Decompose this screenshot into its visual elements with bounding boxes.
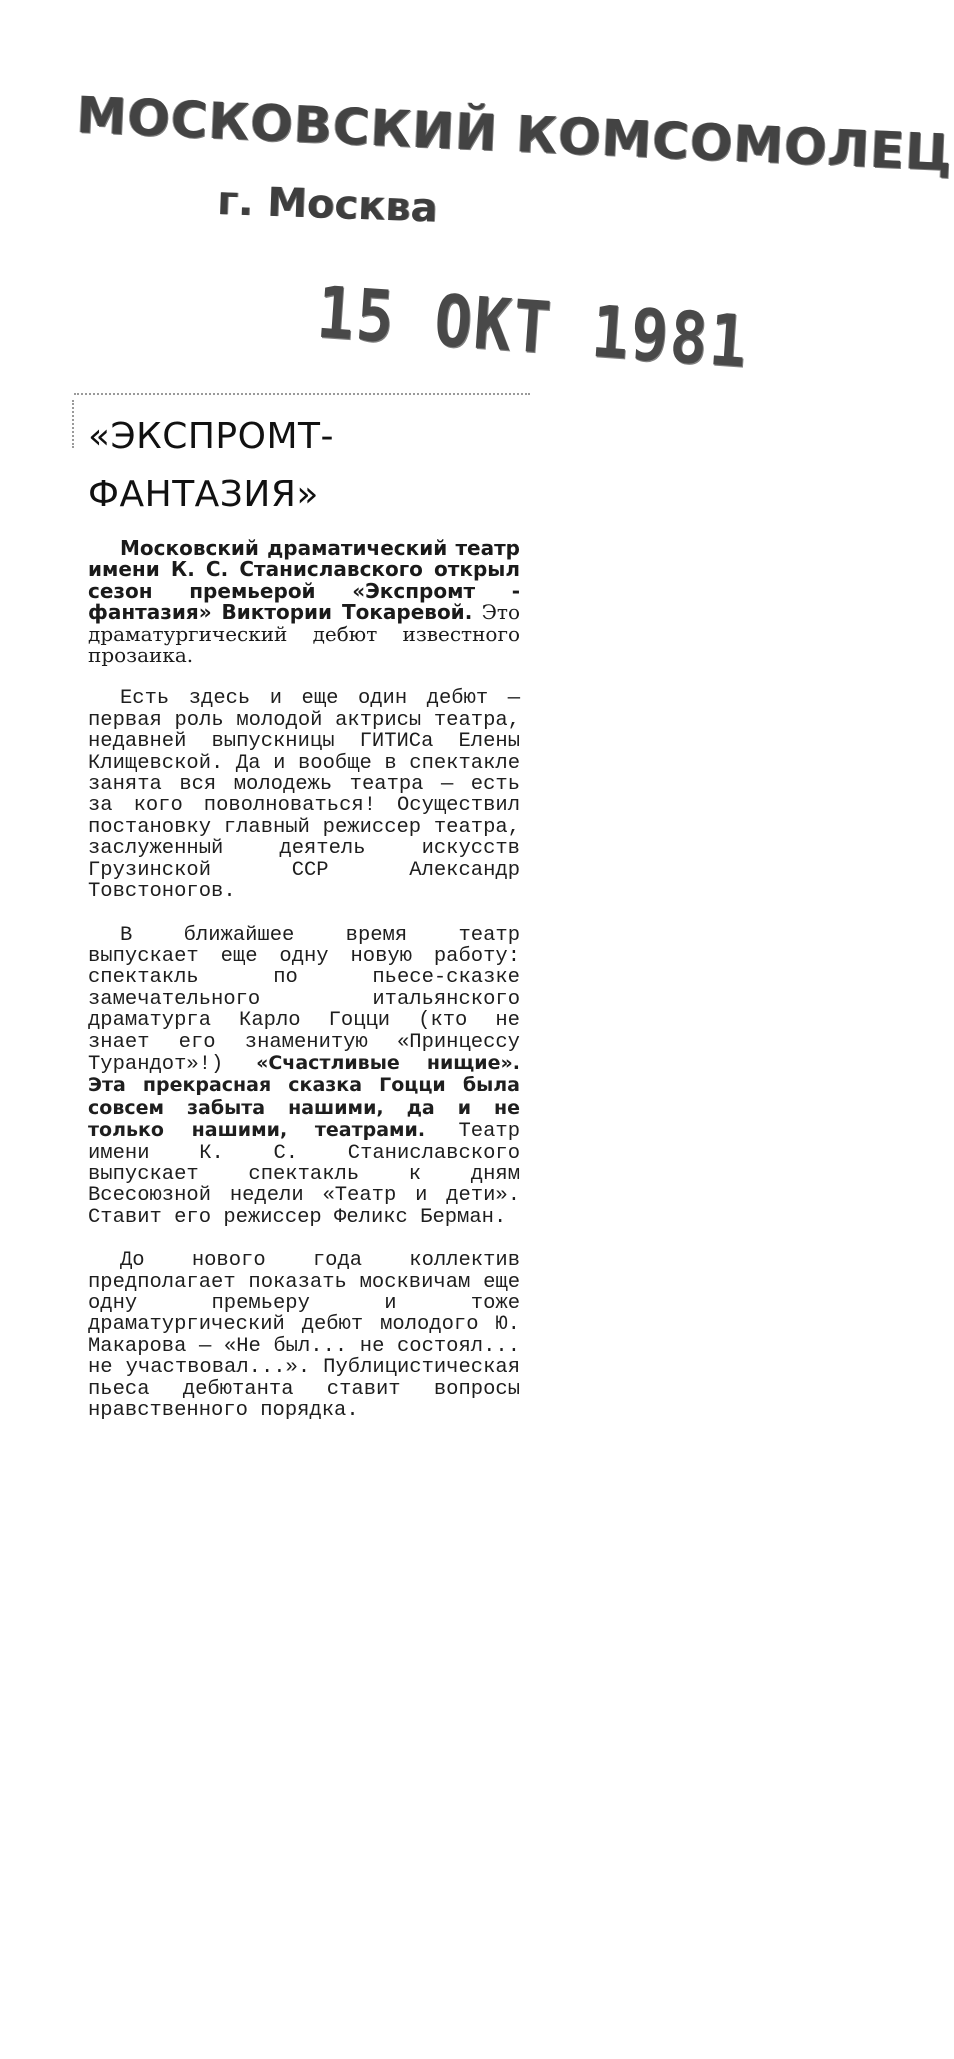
lead-bold-text: Московский драматический театр имени К. С. Станиславского открыл сезон премьерой «Экспромт - фантазия» Виктории Токаревой. — [88, 536, 520, 625]
paragraph-3-bold-text: «Счастливые нищие». Эта прекрасная сказка Гоцци была совсем забыта нашими, да и не только нашими, театрами. — [88, 1051, 520, 1142]
newspaper-article — [88, 408, 520, 1443]
paragraph-2-text-b: Да и вообще в спектакле занята вся молодежь театра — есть за кого поволноваться! Осуществил постановку главный режиссер театра, заслуженный деятель искусств Грузинской ССР Александр Товстоногов. — [88, 751, 520, 904]
date-stamp: 15 ОКТ 1981 — [314, 270, 752, 384]
paragraph-3-text-a: В ближайшее время театр выпускает еще одну новую работу: спектакль по пьесе-сказке замечательного итальянского драматурга Карло Гоцци — [88, 923, 520, 1033]
article-paragraph-4: До нового года коллектив предполагает показать москвичам еще одну премьеру и тоже драматургический дебют молодого Ю. Макарова — «Не был... не состоял... не участвовал...». Публицистическая пьеса дебютанта ставит вопросы нравственного порядка. — [88, 1249, 520, 1423]
clipping-cut-line-top — [74, 393, 530, 395]
clipping-cut-line-left — [72, 400, 74, 448]
city-stamp: г. Москва — [216, 178, 439, 232]
article-paragraph-3 — [88, 925, 520, 1229]
article-lead-paragraph — [88, 538, 520, 666]
lead-regular-text: Это драматургический дебют известного прозаика. — [88, 600, 520, 668]
newspaper-source-stamp: МОСКОВСКИЙ КОМСОМОЛЕЦ — [75, 86, 954, 183]
paragraph-3-text-b: (кто не знает его знаменитую «Принцессу Турандот»!) — [88, 1009, 520, 1076]
headline-line-2: ФАНТАЗИЯ» — [88, 474, 319, 515]
headline-line-1: «ЭКСПРОМТ- — [88, 416, 335, 457]
paragraph-3-text-d: Театр имени К. С. Станиславского выпускает спектакль к дням Всесоюзной недели «Театр и дети». Ставит его режиссер Феликс Берман. — [88, 1120, 521, 1229]
article-headline — [88, 408, 520, 524]
article-paragraph-2 — [88, 688, 520, 902]
paragraph-2-text-a: Есть здесь и еще один дебют — первая роль молодой актрисы театра, недавней выпускницы ГИТИСа Елены Клищевской. — [88, 687, 520, 775]
